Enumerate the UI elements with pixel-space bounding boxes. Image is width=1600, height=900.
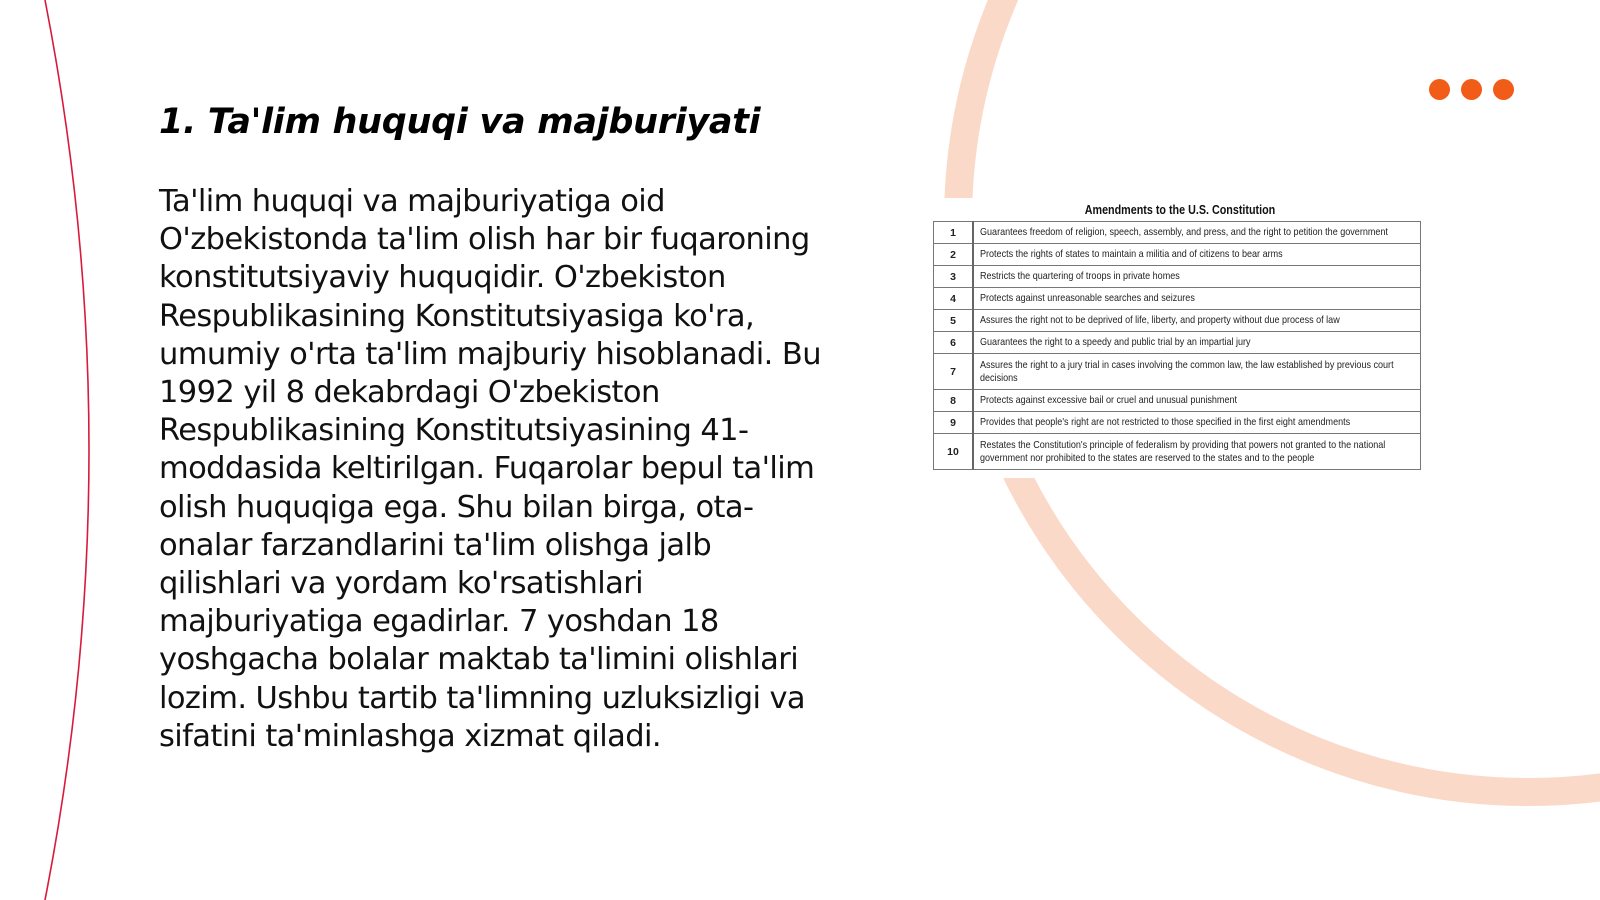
body-line: Respublikasining Konstitutsiyasining 41- <box>159 413 749 449</box>
body-line: Ta'lim huquqi va majburiyatiga oid <box>159 184 665 219</box>
decorative-dots <box>1429 79 1514 100</box>
table-row <box>934 244 1421 266</box>
table-row <box>934 310 1421 332</box>
body-line: Respublikasining Konstitutsiyasiga ko'ra, <box>159 298 755 334</box>
amendment-description: Provides that people's right are not restricted to those specified in the first eight amendments <box>980 416 1351 428</box>
body-line: sifatini ta'minlashga xizmat qiladi. <box>159 718 661 754</box>
amendment-description: Guarantees freedom of religion, speech, assembly, and press, and the right to petition the government <box>980 226 1388 238</box>
amendment-number: 6 <box>934 332 974 354</box>
dot-icon <box>1461 79 1482 100</box>
amendment-number: 2 <box>934 244 974 266</box>
body-line: majburiyatiga egadirlar. 7 yoshdan 18 <box>159 604 719 640</box>
slide-body-text <box>159 183 849 756</box>
amendment-description: Assures the right not to be deprived of life, liberty, and property without due process of law <box>980 314 1340 326</box>
body-line: qilishlari va yordam ko'rsatishlari <box>159 566 644 602</box>
body-line: lozim. Ushbu tartib ta'limning uzluksizligi va <box>159 680 806 716</box>
table-row <box>934 434 1421 470</box>
table-row <box>934 390 1421 412</box>
amendment-description: Guarantees the right to a speedy and public trial by an impartial jury <box>980 336 1251 348</box>
amendment-description: Protects against excessive bail or cruel and unusual punishment <box>980 394 1238 406</box>
body-line: olish huquqiga ega. Shu bilan birga, ota- <box>159 489 754 525</box>
table-caption: Amendments to the U.S. Constitution <box>1084 203 1276 217</box>
amendment-description: Protects against unreasonable searches and seizures <box>980 292 1195 304</box>
amendment-number: 8 <box>934 390 974 412</box>
table-row <box>934 288 1421 310</box>
amendment-number: 9 <box>934 412 974 434</box>
amendment-number: 1 <box>934 222 974 244</box>
amendments-table <box>933 221 1421 470</box>
body-line: onalar farzandlarini ta'lim olishga jalb <box>159 527 712 563</box>
table-row <box>934 266 1421 288</box>
amendment-description: Restates the Constitution's principle of federalism by providing that powers not granted to the national government nor prohibited to the states are reserved to the states and to the people <box>980 438 1386 464</box>
dot-icon <box>1493 79 1514 100</box>
table-row <box>934 354 1421 390</box>
body-line: moddasida keltirilgan. Fuqarolar bepul ta'lim <box>159 451 815 487</box>
table-row <box>934 412 1421 434</box>
left-curve-line <box>45 0 89 900</box>
amendment-number: 4 <box>934 288 974 310</box>
amendments-table-image <box>920 198 1440 478</box>
amendment-number: 10 <box>934 434 974 470</box>
amendment-description: Assures the right to a jury trial in cases involving the common law, the law established by previous court decisions <box>980 358 1394 384</box>
amendment-number: 3 <box>934 266 974 288</box>
slide-title: 1. Ta'lim huquqi va majburiyati <box>159 102 761 142</box>
table-row <box>934 222 1421 244</box>
body-line: umumiy o'rta ta'lim majburiy hisoblanadi. Bu <box>159 336 821 372</box>
body-line: O'zbekistonda ta'lim olish har bir fuqaroning <box>159 222 810 258</box>
body-line: 1992 yil 8 dekabrdagi O'zbekiston <box>159 375 660 411</box>
body-line: konstitutsiyaviy huquqidir. O'zbekiston <box>159 260 726 296</box>
dot-icon <box>1429 79 1450 100</box>
table-row <box>934 332 1421 354</box>
body-line: yoshgacha bolalar maktab ta'limini olishlari <box>159 642 799 678</box>
amendment-number: 5 <box>934 310 974 332</box>
amendment-number: 7 <box>934 354 974 390</box>
amendment-description: Protects the rights of states to maintain a militia and of citizens to bear arms <box>980 248 1283 260</box>
amendment-description: Restricts the quartering of troops in private homes <box>980 270 1180 282</box>
